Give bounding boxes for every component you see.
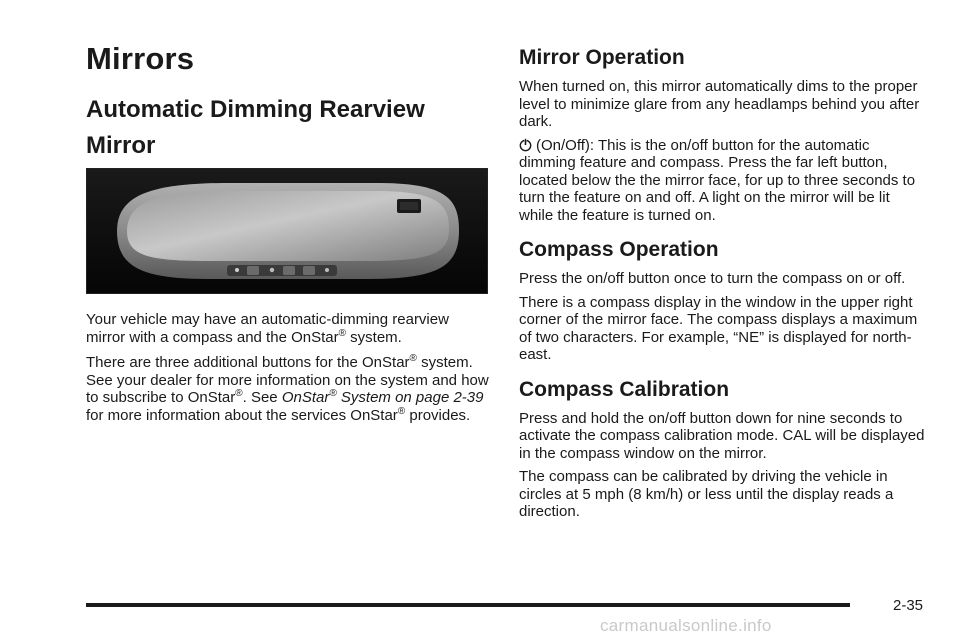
compass-calibration-paragraph-1: Press and hold the on/off button down for nine seconds to activate the compass calibration mode. CAL will be displayed in the compass window on the mirror. — [519, 409, 925, 462]
compass-operation-paragraph-2: There is a compass display in the window in the upper right corner of the mirror face. The compass displays a maximum of two characters. For example, “NE” is displayed for north-east. — [519, 293, 918, 363]
onstar-text: provides. — [405, 406, 471, 424]
page-title: Mirrors — [86, 41, 195, 76]
onoff-paragraph — [519, 137, 927, 225]
onstar-text: for more information about the services OnStar — [86, 406, 398, 424]
compass-operation-paragraph-1: Press the on/off button once to turn the compass on or off. — [519, 270, 906, 287]
onstar-text: . See — [242, 389, 282, 406]
footer-rule — [86, 603, 850, 607]
section-title-line1: Automatic Dimming Rearview Mirror — [86, 96, 425, 159]
rearview-mirror-photo — [86, 168, 488, 294]
left-body-text — [86, 311, 490, 424]
right-column — [519, 44, 927, 521]
onstar-text: There are three additional buttons for the OnStar — [86, 354, 410, 371]
intro-text: Your vehicle may have an automatic-dimming rearview mirror with a compass and the OnStar — [86, 311, 449, 346]
registered-mark: ® — [397, 405, 406, 417]
onstar-paragraph — [86, 354, 490, 424]
intro-text-end: system. — [345, 328, 402, 346]
power-icon — [519, 138, 532, 152]
onstar-text: system. See your dealer for more information on the system and how to subscribe to OnStar — [86, 354, 489, 406]
compass-calibration-heading: Compass Calibration — [519, 377, 730, 401]
onstar-reference-text: OnStar — [281, 389, 330, 406]
mirror-operation-paragraph: When turned on, this mirror automatically dims to the proper level to minimize glare from any headlamps behind you after dark. — [519, 78, 920, 130]
registered-mark: ® — [329, 388, 337, 399]
registered-mark: ® — [409, 353, 417, 364]
page-number: 2-35 — [893, 597, 924, 614]
intro-paragraph — [86, 311, 490, 346]
compass-calibration-paragraph-2: The compass can be calibrated by driving the vehicle in circles at 5 mph (8 km/h) or less until the display reads a direction. — [519, 468, 894, 520]
registered-mark: ® — [338, 327, 346, 339]
compass-operation-heading: Compass Operation — [519, 238, 719, 261]
watermark: carmanualsonline.info — [600, 616, 772, 635]
mirror-operation-heading: Mirror Operation — [519, 46, 685, 69]
registered-mark: ® — [235, 388, 243, 399]
onoff-text: (On/Off): This is the on/off button for the automatic dimming feature and compass. Press the far left button, located below the the mirror face, for up to three seconds to turn the feature on and off. A light on the mirror will be lit while the feature is turned on. — [519, 136, 916, 224]
onstar-page-reference[interactable] — [282, 389, 484, 406]
onstar-reference-text: System on page 2-39 — [336, 389, 484, 406]
